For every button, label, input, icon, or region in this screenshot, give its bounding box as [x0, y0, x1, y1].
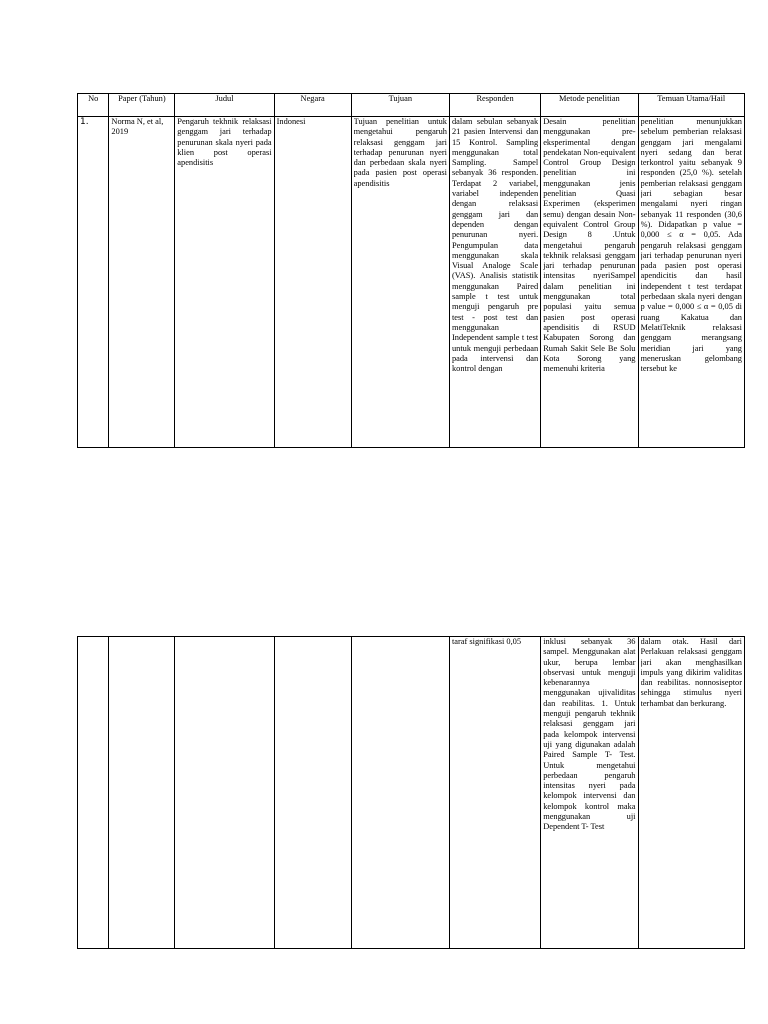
- cell-judul-empty: [175, 637, 274, 949]
- cell-judul: Pengaruh tekhnik relaksasi genggam jari terhadap penurunan skala nyeri pada klien post operasi apendisitis: [175, 117, 274, 448]
- literature-table-page-part-1: [77, 93, 745, 448]
- header-responden: Responden: [449, 94, 540, 117]
- cell-negara: Indonesi: [274, 117, 351, 448]
- header-judul: Judul: [175, 94, 274, 117]
- header-paper: Paper (Tahun): [109, 94, 175, 117]
- cell-paper-empty: [109, 637, 175, 949]
- header-metode: Metode penelitian: [541, 94, 638, 117]
- cell-responden: dalam sebulan sebanyak 21 pasien Intervensi dan 15 Kontrol. Sampling menggunakan total Sampling. Sampel sebanyak 36 responden. Terdapat 2 variabel, variabel independen dengan relaksasi genggam jari dan dependen dengan penurunan nyeri. Pengumpulan data menggunakan skala Visual Analoge Scale (VAS). Analisis statistik menggunakan Paired sample t test untuk menguji pengaruh pre test - post test dan menggunakan Independent sample t test untuk menguji perbedaan pada intervensi dan kontrol dengan: [449, 117, 540, 448]
- cell-paper: Norma N, et al, 2019: [109, 117, 175, 448]
- cell-metode: Desain penelitian menggunakan pre-eksperimental dengan pendekatan Non-equivalent Control Group Design penelitian ini menggunakan jenis penelitian Quasi Experimen (eksperimen semu) dengan desain Non-equivalent Control Group Design 8 .Untuk mengetahui pengaruh tekhnik relaksasi genggam jari terhadap penurunan intensitas nyeriSampel dalam penelitian ini menggunakan total populasi yaitu semua pasien post operasi apendisitis di RSUD Kabupaten Sorong dan Rumah Sakit Sele Be Solu Kota Sorong yang memenuhi kriteria: [541, 117, 638, 448]
- header-temuan: Temuan Utama/Hail: [638, 94, 745, 117]
- header-tujuan: Tujuan: [351, 94, 449, 117]
- header-negara: Negara: [274, 94, 351, 117]
- cell-tujuan-empty: [351, 637, 449, 949]
- table-header-row: [78, 94, 745, 117]
- literature-table-page-part-2: [77, 636, 745, 949]
- table-row-continued: [78, 637, 745, 949]
- table-row: [78, 117, 745, 448]
- cell-no: 1.: [78, 117, 109, 448]
- cell-temuan-continued: dalam otak. Hasil dari Perlakuan relaksasi genggam jari akan menghasilkan impuls yang dikirim validitas dan reabilitas. nonnosiseptor sehingga stimulus nyeri terhambat dan berkurang.: [638, 637, 745, 949]
- header-no: No: [78, 94, 109, 117]
- cell-no-empty: [78, 637, 109, 949]
- cell-temuan: penelitian menunjukkan sebelum pemberian relaksasi genggam jari mengalami nyeri sedang dan berat terkontrol yaitu sebanyak 9 responden (25,0 %). setelah pemberian relaksasi genggam jari sebagian besar mengalami nyeri ringan sebanyak 11 responden (30,6 %). Didapatkan p value = 0,000 ≤ α = 0,05. Ada pengaruh relaksasi genggam jari terhadap penurunan nyeri pada pasien post operasi apendicitis dan hasil independent t test terdapat perbedaan skala nyeri dengan p value = 0,000 ≤ α = 0,05 di ruang Kakatua dan MelatiTeknik relaksasi genggam merangsang meridian jari yang meneruskan gelombang tersebut ke: [638, 117, 745, 448]
- cell-responden-continued: taraf signifikasi 0,05: [449, 637, 540, 949]
- cell-negara-empty: [274, 637, 351, 949]
- cell-metode-continued: inklusi sebanyak 36 sampel. Menggunakan alat ukur, berupa lembar observasi untuk menguji kebenarannya menggunakan ujivaliditas dan reabilitas. 1. Untuk menguji pengaruh tekhnik relaksasi genggam jari pada kelompok intervensi uji yang digunakan adalah Paired Sample T- Test. Untuk mengetahui perbedaan pengaruh intensitas nyeri pada kelompok intervensi dan kelompok kontrol maka menggunakan uji Dependent T- Test: [541, 637, 638, 949]
- cell-tujuan: Tujuan penelitian untuk mengetahui pengaruh relaksasi genggam jari terhadap penurunan nyeri dan perbedaan skala nyeri pada pasien post operasi apendisitis: [351, 117, 449, 448]
